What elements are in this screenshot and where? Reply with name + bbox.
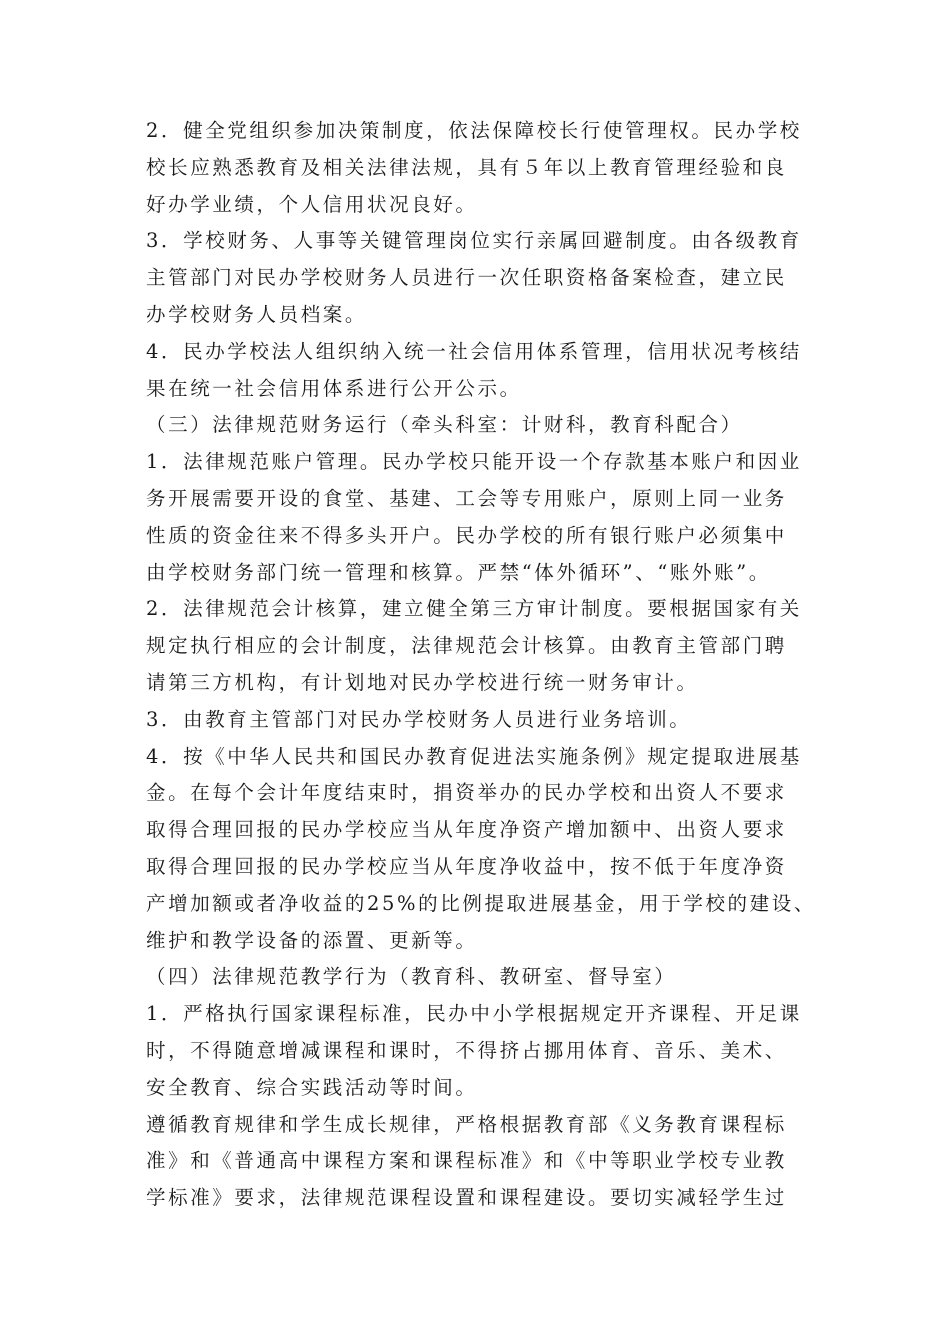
text-line: 规定执行相应的会计制度，法律规范会计核算。由教育主管部门聘 — [146, 634, 787, 658]
text-line: 3．学校财务、人事等关键管理岗位实行亲属回避制度。由各级教育 — [146, 229, 802, 253]
text-line: 遵循教育规律和学生成长规律，严格根据教育部《义务教育课程标 — [146, 1112, 787, 1136]
text-line: 务开展需要开设的食堂、基建、工会等专用账户，原则上同一业务 — [146, 486, 787, 510]
text-line: 维护和教学设备的添置、更新等。 — [146, 928, 478, 952]
document-body — [146, 113, 826, 1217]
text-line: 1．严格执行国家课程标准，民办中小学根据规定开齐课程、开足课 — [146, 1002, 802, 1026]
text-line: 由学校财务部门统一管理和核算。严禁“体外循环”、“账外账”。 — [146, 560, 771, 584]
text-line: 性质的资金往来不得多头开户。民办学校的所有银行账户必须集中 — [146, 523, 787, 547]
text-line: 准》和《普通高中课程方案和课程标准》和《中等职业学校专业教 — [146, 1149, 787, 1173]
text-line: 时，不得随意增减课程和课时，不得挤占挪用体育、音乐、美术、 — [146, 1038, 787, 1062]
text-line: 3．由教育主管部门对民办学校财务人员进行业务培训。 — [146, 707, 692, 731]
text-line: 4．按《中华人民共和国民办教育促进法实施条例》规定提取进展基 — [146, 744, 802, 768]
text-line: 1．法律规范账户管理。民办学校只能开设一个存款基本账户和因业 — [146, 450, 802, 474]
text-line: 4．民办学校法人组织纳入统一社会信用体系管理，信用状况考核结 — [146, 339, 802, 363]
text-line: 学标准》要求，法律规范课程设置和课程建设。要切实减轻学生过 — [146, 1186, 787, 1210]
text-line: 好办学业绩，个人信用状况良好。 — [146, 192, 478, 216]
text-line: 2．法律规范会计核算，建立健全第三方审计制度。要根据国家有关 — [146, 597, 802, 621]
text-line: 金。在每个会计年度结束时，捐资举办的民办学校和出资人不要求 — [146, 781, 787, 805]
text-line: 安全教育、综合实践活动等时间。 — [146, 1075, 478, 1099]
text-line: 取得合理回报的民办学校应当从年度净资产增加额中、出资人要求 — [146, 818, 787, 842]
text-line: 办学校财务人员档案。 — [146, 302, 368, 326]
text-line: 主管部门对民办学校财务人员进行一次任职资格备案检查，建立民 — [146, 266, 787, 290]
text-line: 取得合理回报的民办学校应当从年度净收益中，按不低于年度净资 — [146, 854, 787, 878]
text-line: 产增加额或者净收益的25%的比例提取进展基金，用于学校的建设、 — [146, 891, 816, 915]
section-heading: （三）法律规范财务运行（牵头科室：计财科，教育科配合） — [146, 413, 743, 437]
text-line: 校长应熟悉教育及相关法律法规，具有５年以上教育管理经验和良 — [146, 155, 787, 179]
text-line: 请第三方机构，有计划地对民办学校进行统一财务审计。 — [146, 670, 699, 694]
section-heading: （四）法律规范教学行为（教育科、教研室、督导室） — [146, 965, 677, 989]
text-line: 2．健全党组织参加决策制度，依法保障校长行使管理权。民办学校 — [146, 119, 802, 142]
text-line: 果在统一社会信用体系进行公开公示。 — [146, 376, 522, 400]
